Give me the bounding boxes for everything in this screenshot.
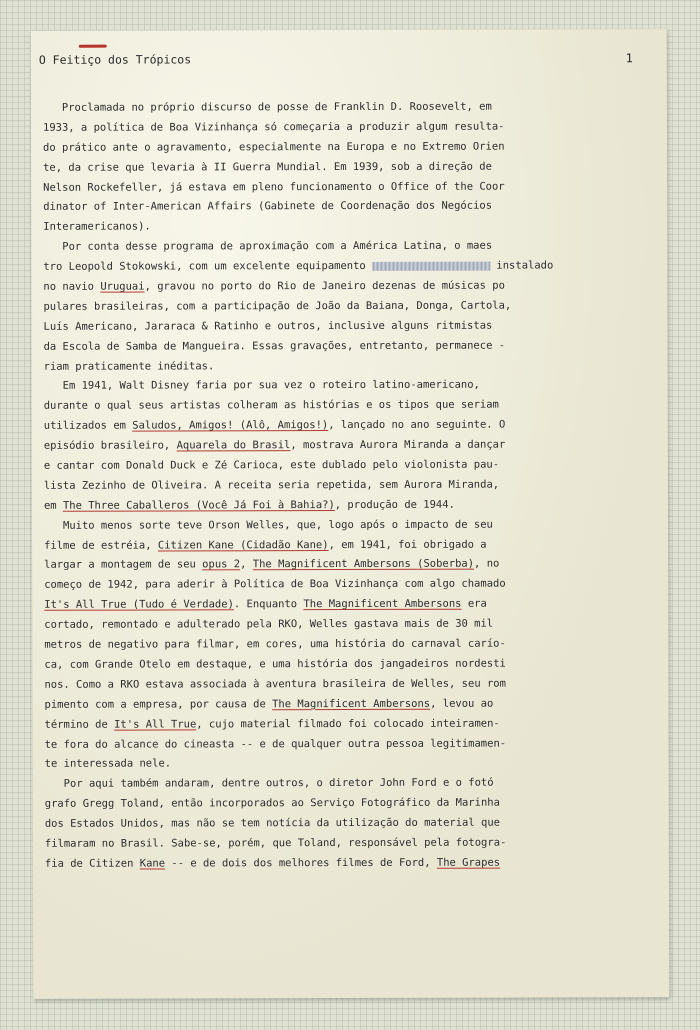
text-run: no navio xyxy=(43,280,101,293)
text-line xyxy=(44,614,650,635)
text-line xyxy=(44,356,650,377)
text-run: , xyxy=(240,558,253,571)
text-run: te interessada nele. xyxy=(44,757,172,771)
text-line xyxy=(45,734,651,755)
text-line xyxy=(43,256,649,277)
text-run: . Enquanto xyxy=(233,598,304,611)
text-run: episódio brasileiro, xyxy=(43,439,177,452)
underlined-title: It's All True (Tudo é Verdade) xyxy=(44,598,234,612)
text-line xyxy=(44,396,650,417)
text-line xyxy=(44,694,650,715)
text-line xyxy=(44,634,650,655)
text-line xyxy=(44,415,650,436)
text-run: Luís Americano, Jararaca & Ratinho e outros, inclusive alguns ritmistas xyxy=(43,319,493,333)
text-run: instalado xyxy=(490,259,554,272)
page-number: 1 xyxy=(625,51,633,66)
text-run: nos. Como a RKO estava associada à aventura brasileira de Welles, seu rom xyxy=(44,677,506,691)
text-run: , no xyxy=(474,558,500,571)
text-run: te, da crise que levaria à II Guerra Mundial. Em 1939, sob a direção de xyxy=(43,160,492,174)
text-run: tro Leopold Stokowski, com um excelente equipamento xyxy=(43,260,373,273)
text-line xyxy=(45,813,651,834)
text-line xyxy=(44,455,650,476)
text-line xyxy=(44,555,650,576)
underlined-title: Citizen Kane (Cidadão Kane) xyxy=(157,538,329,552)
text-line xyxy=(43,236,649,257)
text-line xyxy=(44,435,650,456)
text-line xyxy=(43,157,649,178)
underlined-title: The Magnificent Ambersons xyxy=(272,697,431,710)
text-line xyxy=(45,773,651,794)
underlined-title: It's All True xyxy=(114,718,197,731)
text-line xyxy=(45,793,651,814)
text-run: , mostrava Aurora Miranda a dançar xyxy=(290,438,506,452)
text-run: Por conta desse programa de aproximação com a América Latina, o maes xyxy=(43,239,493,254)
text-run: pimento com a empresa, por causa de xyxy=(44,697,273,711)
text-line xyxy=(43,217,649,238)
text-run: Nelson Rockefeller, já estava em pleno funcionamento o Office of the Coor xyxy=(43,180,505,194)
text-run: , produção de 1944. xyxy=(334,498,455,511)
underlined-title: The Grapes xyxy=(436,856,501,869)
text-run: , em 1941, foi obrigado a xyxy=(328,538,487,551)
text-run: término de xyxy=(44,718,115,731)
underlined-title: The Magnificent Ambersons xyxy=(303,597,462,611)
text-run: grafo Gregg Toland, então incorporados ao Serviço Fotográfico da Marinha xyxy=(44,796,500,810)
underlined-title: Saludos, Amigos! (Alô, Amigos!) xyxy=(132,419,329,432)
underlined-title: The Magnificent Ambersons (Soberba) xyxy=(252,558,475,571)
text-run: te fora do alcance do cineasta -- e de qualquer outra pessoa legitimamen- xyxy=(44,737,507,751)
text-run: dinator of Inter-American Affairs (Gabinete de Coordenação dos Negócios xyxy=(43,200,493,214)
text-run: riam praticamente inéditas. xyxy=(43,359,215,373)
text-run: , levou ao xyxy=(430,697,494,710)
text-run: pulares brasileiras, com a participação de João da Baiana, Donga, Cartola, xyxy=(43,299,512,313)
text-run: era xyxy=(461,597,487,610)
text-run: Proclamada no próprio discurso de posse de Franklin D. Roosevelt, em xyxy=(42,100,492,114)
text-line xyxy=(43,117,649,138)
text-run: em xyxy=(43,499,63,512)
underlined-title: Aquarela do Brasil xyxy=(176,439,291,452)
text-run: utilizados em xyxy=(43,419,133,433)
document-body xyxy=(43,97,651,874)
text-line xyxy=(45,833,651,854)
text-run: do prático ante o agravamento, especialmente na Europa e no Extremo Orien xyxy=(43,140,505,154)
red-pencil-mark xyxy=(79,45,107,48)
text-line xyxy=(44,475,650,496)
text-run: -- e de dois dos melhores filmes de Ford, xyxy=(165,856,437,870)
text-line xyxy=(44,336,650,357)
text-line xyxy=(44,376,650,397)
text-line xyxy=(44,515,650,536)
text-run: Por aqui também andaram, dentre outros, o diretor John Ford e o fotó xyxy=(44,776,494,791)
text-run: cortado, remontado e adulterado pela RKO, Welles gastava mais de 30 mil xyxy=(44,617,494,631)
text-run: filmaram no Brasil. Sabe-se, porém, que Toland, responsável pela fotogra- xyxy=(44,836,507,850)
text-run: Interamericanos). xyxy=(43,220,151,234)
text-run: , lançado no ano seguinte. O xyxy=(328,418,506,432)
text-run: , gravou no porto do Rio de Janeiro dezenas de músicas po xyxy=(144,279,505,293)
text-line xyxy=(44,654,650,675)
text-run: ca, com Grande Otelo em destaque, e uma história dos jangadeiros nordesti xyxy=(44,657,506,671)
text-run: dos Estados Unidos, mas não se tem notícia da utilização do material que xyxy=(44,816,500,830)
text-line xyxy=(43,97,649,118)
redacted-text xyxy=(372,261,490,270)
text-line xyxy=(45,714,651,735)
text-run: fia de Citizen xyxy=(44,857,140,870)
text-line xyxy=(43,137,649,158)
text-run: durante o qual seus artistas colheram as histórias e os tipos que seriam xyxy=(43,398,499,413)
typewritten-page xyxy=(31,29,670,999)
text-run: , cujo material filmado foi colocado inteiramen- xyxy=(196,717,500,731)
text-line xyxy=(44,674,650,695)
text-line xyxy=(45,853,651,874)
underlined-title: Uruguai xyxy=(100,280,145,293)
text-line xyxy=(44,594,650,615)
text-run: 1933, a política de Boa Vizinhança só começaria a produzir algum resulta- xyxy=(42,120,505,134)
text-run: Muito menos sorte teve Orson Welles, que, logo após o impacto de seu xyxy=(44,518,493,532)
text-line xyxy=(43,296,649,317)
underlined-title: Kane xyxy=(139,857,166,870)
text-run: largar a montagem de seu xyxy=(44,558,203,572)
text-run: filme de estréia, xyxy=(44,539,158,552)
text-run: da Escola de Samba de Mangueira. Essas gravações, entretanto, permanece - xyxy=(43,339,506,353)
text-line xyxy=(44,495,650,516)
header-title: O Feitiço dos Trópicos xyxy=(38,52,192,67)
text-run: metros de negativo para filmar, em cores, uma história do carnaval carío- xyxy=(44,637,506,651)
text-line xyxy=(43,316,649,337)
text-run: e cantar com Donald Duck e Zé Carioca, este dublado pelo violonista pau- xyxy=(43,458,500,472)
text-run: Em 1941, Walt Disney faria por sua vez o roteiro latino-americano, xyxy=(43,379,480,393)
text-line xyxy=(44,575,650,596)
text-line xyxy=(44,535,650,556)
underlined-title: opus 2 xyxy=(202,558,241,571)
text-run: lista Zezinho de Oliveira. A receita seria repetida, sem Aurora Miranda, xyxy=(43,478,500,492)
text-run: começo de 1942, para aderir à Política de Boa Vizinhança com algo chamado xyxy=(44,577,506,592)
text-line xyxy=(43,177,649,198)
text-line xyxy=(43,276,649,297)
text-line xyxy=(43,197,649,218)
underlined-title: The Three Caballeros (Você Já Foi à Bahia?) xyxy=(62,498,335,512)
text-line xyxy=(45,754,651,775)
